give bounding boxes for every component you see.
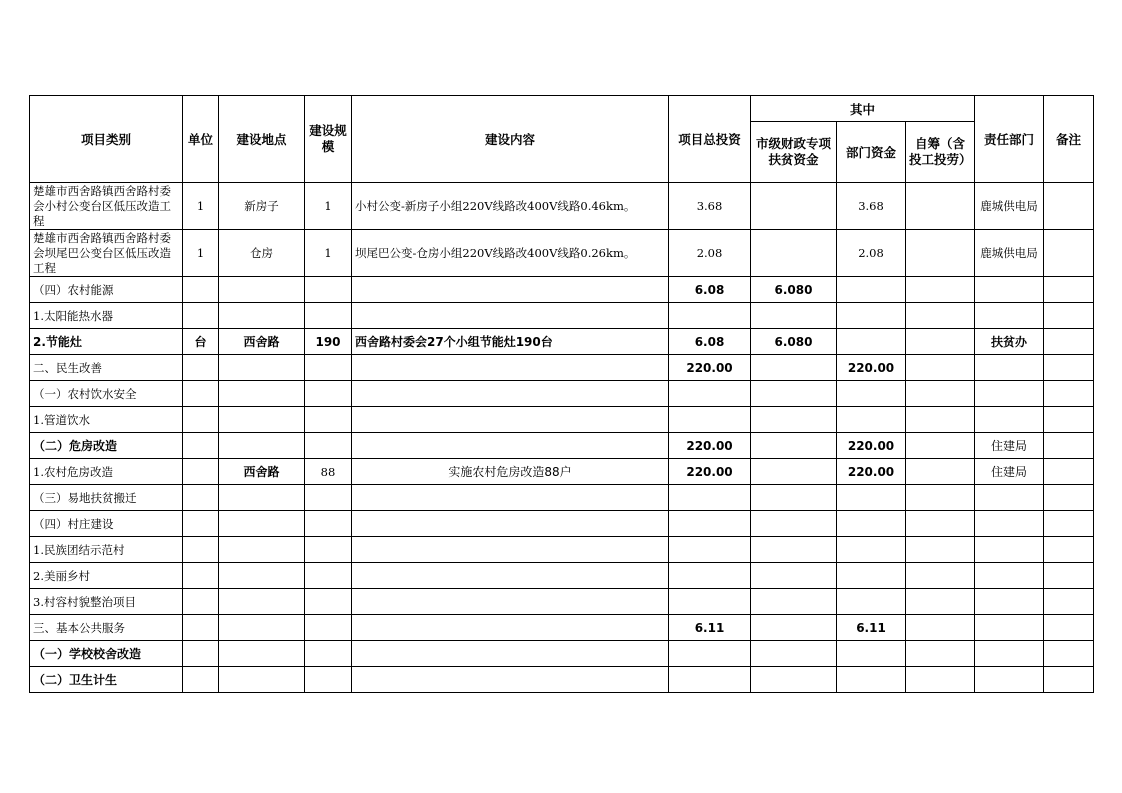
- cell-total: 3.68: [669, 183, 751, 230]
- cell-content: 坝尾巴公变-仓房小组220V线路改400V线路0.26km。: [352, 230, 669, 277]
- cell-dept: [975, 667, 1044, 693]
- cell-category: 楚雄市西舍路镇西舍路村委会小村公变台区低压改造工程: [30, 183, 183, 230]
- cell-unit: [183, 303, 219, 329]
- cell-dept: [975, 381, 1044, 407]
- cell-self-fund: [906, 277, 975, 303]
- cell-category: （三）易地扶贫搬迁: [30, 485, 183, 511]
- cell-remark: [1044, 329, 1094, 355]
- cell-remark: [1044, 641, 1094, 667]
- cell-unit: [183, 511, 219, 537]
- cell-category: 三、基本公共服务: [30, 615, 183, 641]
- cell-category: 2.美丽乡村: [30, 563, 183, 589]
- cell-location: [219, 667, 305, 693]
- cell-dept: [975, 641, 1044, 667]
- cell-city-fund: [751, 230, 837, 277]
- cell-scale: [305, 433, 352, 459]
- cell-content: [352, 511, 669, 537]
- cell-city-fund: [751, 615, 837, 641]
- cell-category: （四）村庄建设: [30, 511, 183, 537]
- cell-dept-fund: 220.00: [837, 433, 906, 459]
- cell-scale: [305, 641, 352, 667]
- cell-total: 220.00: [669, 355, 751, 381]
- cell-dept: [975, 589, 1044, 615]
- cell-total: [669, 641, 751, 667]
- cell-category: 1.管道饮水: [30, 407, 183, 433]
- cell-content: [352, 381, 669, 407]
- cell-remark: [1044, 381, 1094, 407]
- cell-self-fund: [906, 511, 975, 537]
- cell-location: [219, 485, 305, 511]
- header-remark: 备注: [1044, 96, 1094, 183]
- cell-remark: [1044, 485, 1094, 511]
- cell-city-fund: [751, 183, 837, 230]
- cell-dept: [975, 537, 1044, 563]
- cell-location: [219, 589, 305, 615]
- cell-dept-fund: [837, 485, 906, 511]
- cell-remark: [1044, 537, 1094, 563]
- cell-remark: [1044, 183, 1094, 230]
- cell-category: 1.农村危房改造: [30, 459, 183, 485]
- cell-dept-fund: [837, 537, 906, 563]
- cell-total: [669, 589, 751, 615]
- cell-location: [219, 381, 305, 407]
- cell-scale: [305, 511, 352, 537]
- table-row: [30, 511, 1094, 537]
- cell-total: 220.00: [669, 459, 751, 485]
- table-row: [30, 407, 1094, 433]
- cell-content: 实施农村危房改造88户: [352, 459, 669, 485]
- cell-scale: [305, 277, 352, 303]
- cell-location: [219, 641, 305, 667]
- cell-city-fund: [751, 485, 837, 511]
- cell-dept-fund: [837, 589, 906, 615]
- cell-remark: [1044, 459, 1094, 485]
- cell-category: 二、民生改善: [30, 355, 183, 381]
- cell-location: [219, 563, 305, 589]
- cell-remark: [1044, 407, 1094, 433]
- cell-total: [669, 563, 751, 589]
- header-dept-fund: 部门资金: [837, 122, 906, 183]
- cell-content: [352, 615, 669, 641]
- cell-dept-fund: 2.08: [837, 230, 906, 277]
- cell-dept-fund: 220.00: [837, 355, 906, 381]
- cell-city-fund: [751, 459, 837, 485]
- cell-category: （四）农村能源: [30, 277, 183, 303]
- cell-self-fund: [906, 537, 975, 563]
- table-row: [30, 615, 1094, 641]
- cell-dept: [975, 355, 1044, 381]
- cell-location: 仓房: [219, 230, 305, 277]
- cell-unit: [183, 537, 219, 563]
- cell-unit: 1: [183, 230, 219, 277]
- cell-scale: [305, 537, 352, 563]
- header-self-fund: 自筹（含投工投劳）: [906, 122, 975, 183]
- cell-location: 新房子: [219, 183, 305, 230]
- cell-scale: [305, 381, 352, 407]
- cell-unit: [183, 381, 219, 407]
- cell-unit: [183, 615, 219, 641]
- cell-total: [669, 407, 751, 433]
- cell-scale: [305, 407, 352, 433]
- cell-dept-fund: [837, 563, 906, 589]
- cell-unit: [183, 563, 219, 589]
- cell-total: [669, 537, 751, 563]
- cell-content: [352, 433, 669, 459]
- cell-dept: 鹿城供电局: [975, 230, 1044, 277]
- table-row: [30, 563, 1094, 589]
- cell-category: 3.村容村貌整治项目: [30, 589, 183, 615]
- cell-dept: [975, 407, 1044, 433]
- cell-unit: [183, 407, 219, 433]
- cell-scale: [305, 667, 352, 693]
- cell-dept: [975, 303, 1044, 329]
- cell-self-fund: [906, 641, 975, 667]
- cell-city-fund: 6.080: [751, 329, 837, 355]
- cell-city-fund: [751, 433, 837, 459]
- table-row: [30, 433, 1094, 459]
- cell-scale: [305, 355, 352, 381]
- header-of-which: 其中: [751, 96, 975, 122]
- cell-category: 2.节能灶: [30, 329, 183, 355]
- table-row: [30, 183, 1094, 230]
- cell-remark: [1044, 303, 1094, 329]
- cell-remark: [1044, 355, 1094, 381]
- cell-scale: 1: [305, 183, 352, 230]
- cell-remark: [1044, 230, 1094, 277]
- table-row: [30, 230, 1094, 277]
- cell-location: [219, 277, 305, 303]
- cell-dept: [975, 563, 1044, 589]
- cell-remark: [1044, 615, 1094, 641]
- cell-self-fund: [906, 230, 975, 277]
- cell-location: [219, 511, 305, 537]
- cell-city-fund: [751, 381, 837, 407]
- cell-dept-fund: 3.68: [837, 183, 906, 230]
- cell-city-fund: [751, 537, 837, 563]
- cell-self-fund: [906, 485, 975, 511]
- header-category: 项目类别: [30, 96, 183, 183]
- cell-scale: 88: [305, 459, 352, 485]
- cell-dept: [975, 615, 1044, 641]
- cell-dept: 鹿城供电局: [975, 183, 1044, 230]
- cell-city-fund: [751, 511, 837, 537]
- cell-remark: [1044, 277, 1094, 303]
- header-content: 建设内容: [352, 96, 669, 183]
- cell-self-fund: [906, 183, 975, 230]
- cell-total: 6.08: [669, 277, 751, 303]
- cell-city-fund: [751, 355, 837, 381]
- cell-dept-fund: [837, 381, 906, 407]
- cell-dept: [975, 511, 1044, 537]
- cell-dept-fund: [837, 641, 906, 667]
- cell-dept-fund: [837, 667, 906, 693]
- cell-scale: [305, 303, 352, 329]
- cell-unit: [183, 485, 219, 511]
- cell-content: [352, 641, 669, 667]
- table-row: [30, 589, 1094, 615]
- cell-dept: [975, 485, 1044, 511]
- cell-scale: [305, 563, 352, 589]
- cell-category: 1.太阳能热水器: [30, 303, 183, 329]
- cell-dept: 住建局: [975, 459, 1044, 485]
- cell-scale: [305, 485, 352, 511]
- cell-dept-fund: [837, 329, 906, 355]
- cell-location: 西舍路: [219, 329, 305, 355]
- cell-city-fund: [751, 641, 837, 667]
- cell-dept-fund: 6.11: [837, 615, 906, 641]
- cell-location: [219, 407, 305, 433]
- cell-dept: 住建局: [975, 433, 1044, 459]
- cell-location: [219, 615, 305, 641]
- cell-dept-fund: 220.00: [837, 459, 906, 485]
- cell-content: [352, 589, 669, 615]
- cell-content: [352, 563, 669, 589]
- cell-remark: [1044, 433, 1094, 459]
- cell-unit: [183, 589, 219, 615]
- cell-self-fund: [906, 589, 975, 615]
- cell-total: [669, 485, 751, 511]
- cell-self-fund: [906, 667, 975, 693]
- cell-unit: [183, 667, 219, 693]
- cell-self-fund: [906, 303, 975, 329]
- header-total: 项目总投资: [669, 96, 751, 183]
- cell-location: [219, 303, 305, 329]
- table-row: [30, 667, 1094, 693]
- table-row: [30, 537, 1094, 563]
- cell-self-fund: [906, 329, 975, 355]
- cell-city-fund: [751, 407, 837, 433]
- cell-total: [669, 667, 751, 693]
- cell-scale: 1: [305, 230, 352, 277]
- table-row: [30, 303, 1094, 329]
- cell-content: [352, 355, 669, 381]
- cell-category: （一）农村饮水安全: [30, 381, 183, 407]
- cell-total: 6.08: [669, 329, 751, 355]
- cell-content: [352, 667, 669, 693]
- cell-total: 220.00: [669, 433, 751, 459]
- cell-total: 6.11: [669, 615, 751, 641]
- cell-city-fund: [751, 303, 837, 329]
- cell-city-fund: [751, 667, 837, 693]
- cell-remark: [1044, 563, 1094, 589]
- cell-remark: [1044, 589, 1094, 615]
- cell-scale: 190: [305, 329, 352, 355]
- cell-content: [352, 303, 669, 329]
- cell-location: [219, 355, 305, 381]
- header-scale: 建设规模: [305, 96, 352, 183]
- table-row: [30, 381, 1094, 407]
- cell-category: （一）学校校舍改造: [30, 641, 183, 667]
- cell-self-fund: [906, 433, 975, 459]
- cell-total: 2.08: [669, 230, 751, 277]
- cell-category: （二）卫生计生: [30, 667, 183, 693]
- header-dept: 责任部门: [975, 96, 1044, 183]
- cell-remark: [1044, 511, 1094, 537]
- cell-content: [352, 537, 669, 563]
- cell-self-fund: [906, 615, 975, 641]
- header-location: 建设地点: [219, 96, 305, 183]
- cell-unit: [183, 459, 219, 485]
- cell-self-fund: [906, 407, 975, 433]
- table-row: [30, 277, 1094, 303]
- cell-dept-fund: [837, 407, 906, 433]
- cell-category: （二）危房改造: [30, 433, 183, 459]
- project-table: [29, 95, 1094, 693]
- cell-content: [352, 277, 669, 303]
- cell-unit: [183, 433, 219, 459]
- cell-content: [352, 407, 669, 433]
- cell-self-fund: [906, 381, 975, 407]
- cell-scale: [305, 615, 352, 641]
- cell-scale: [305, 589, 352, 615]
- cell-self-fund: [906, 459, 975, 485]
- table-row: [30, 641, 1094, 667]
- cell-unit: [183, 355, 219, 381]
- cell-self-fund: [906, 563, 975, 589]
- cell-city-fund: 6.080: [751, 277, 837, 303]
- table-row: [30, 459, 1094, 485]
- cell-unit: 台: [183, 329, 219, 355]
- cell-city-fund: [751, 589, 837, 615]
- cell-city-fund: [751, 563, 837, 589]
- cell-total: [669, 381, 751, 407]
- cell-dept: 扶贫办: [975, 329, 1044, 355]
- cell-dept-fund: [837, 511, 906, 537]
- table-row: [30, 355, 1094, 381]
- cell-self-fund: [906, 355, 975, 381]
- cell-unit: 1: [183, 183, 219, 230]
- header-city-fund: 市级财政专项扶贫资金: [751, 122, 837, 183]
- table-row: [30, 485, 1094, 511]
- cell-content: [352, 485, 669, 511]
- cell-unit: [183, 277, 219, 303]
- cell-dept-fund: [837, 303, 906, 329]
- cell-content: 西舍路村委会27个小组节能灶190台: [352, 329, 669, 355]
- cell-unit: [183, 641, 219, 667]
- cell-location: [219, 537, 305, 563]
- cell-remark: [1044, 667, 1094, 693]
- cell-dept: [975, 277, 1044, 303]
- table-row: [30, 329, 1094, 355]
- cell-location: 西舍路: [219, 459, 305, 485]
- cell-category: 楚雄市西舍路镇西舍路村委会坝尾巴公变台区低压改造工程: [30, 230, 183, 277]
- header-unit: 单位: [183, 96, 219, 183]
- cell-location: [219, 433, 305, 459]
- cell-content: 小村公变-新房子小组220V线路改400V线路0.46km。: [352, 183, 669, 230]
- cell-total: [669, 303, 751, 329]
- cell-category: 1.民族团结示范村: [30, 537, 183, 563]
- cell-total: [669, 511, 751, 537]
- cell-dept-fund: [837, 277, 906, 303]
